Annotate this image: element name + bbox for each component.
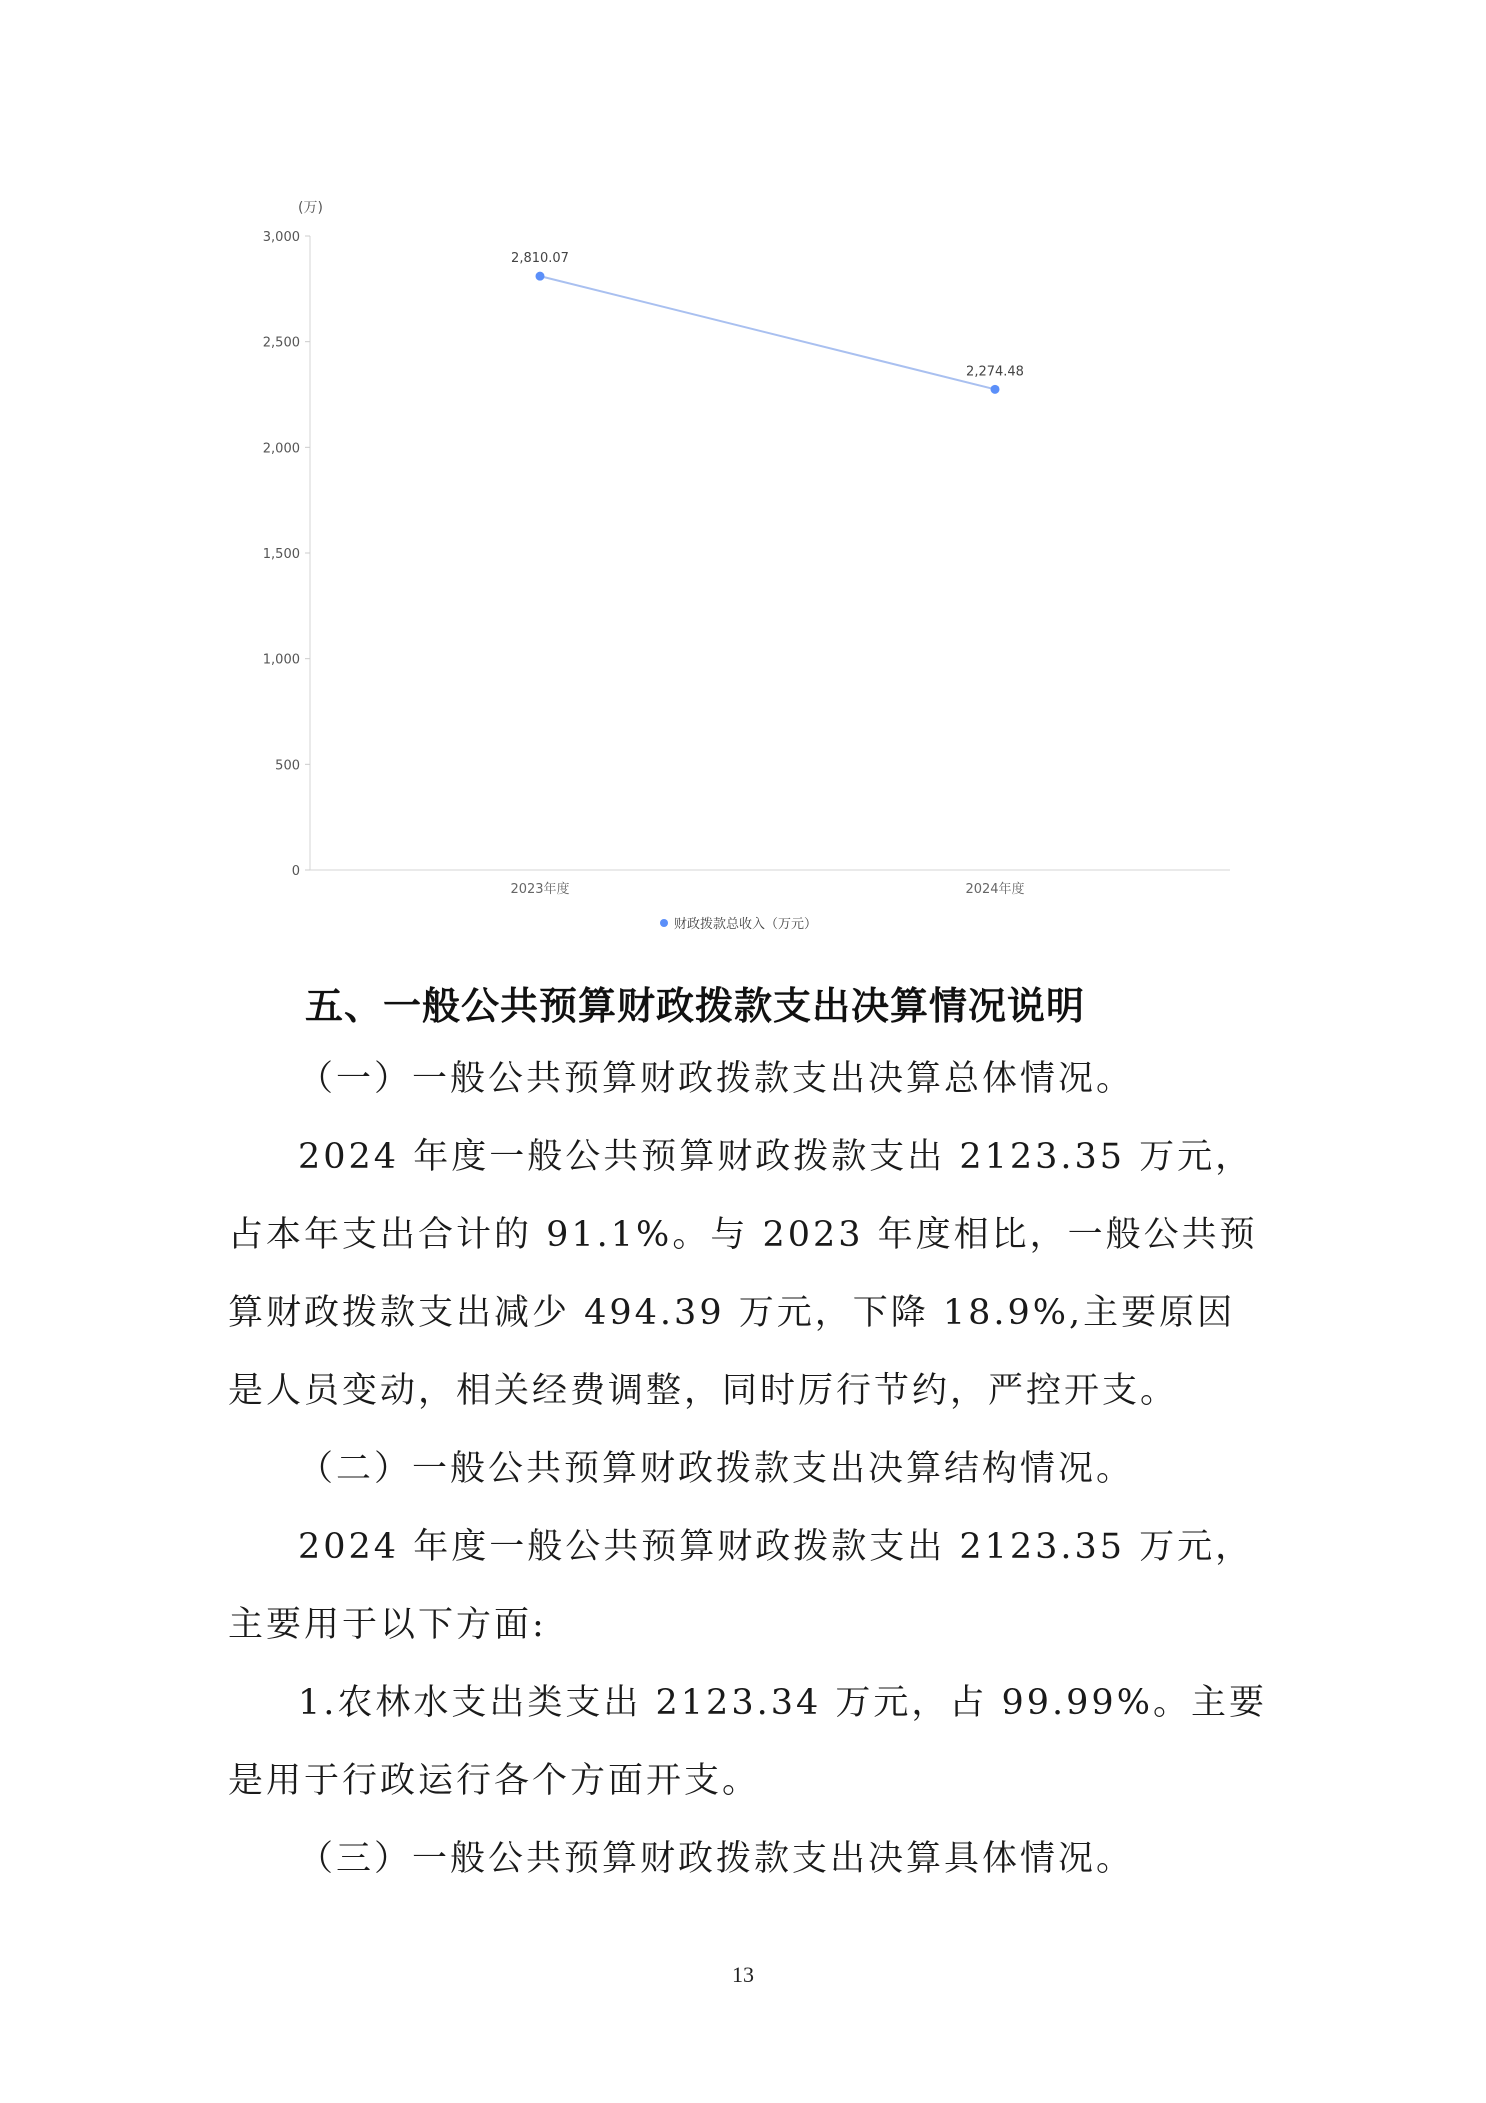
- paragraph-structure: 2024 年度一般公共预算财政拨款支出 2123.35 万元，主要用于以下方面:: [228, 1527, 1254, 1645]
- y-unit-label: (万): [298, 200, 323, 216]
- page-number: 13: [732, 1962, 754, 1987]
- line-chart: [0, 0, 1486, 940]
- legend: [660, 916, 817, 932]
- y-ticks: [263, 230, 310, 879]
- y-tick-label: 0: [291, 864, 300, 879]
- section-heading: 五、一般公共预算财政拨款支出决算情况说明: [305, 984, 1086, 1028]
- series-line: [540, 276, 995, 389]
- y-tick-label: 1,000: [262, 652, 300, 668]
- data-label: 2,810.07: [511, 251, 569, 267]
- paragraph-overall: 2024 年度一般公共预算财政拨款支出 2123.35 万元，占本年支出合计的 91.1%。与 2023 年度相比，一般公共预算财政拨款支出减少 494.39 万元，下降 18.9%,主要原因是人员变动，相关经费调整，同时厉行节约，严控开支。: [228, 1137, 1258, 1411]
- y-tick-label: 500: [275, 758, 300, 774]
- y-tick-label: 2,500: [262, 335, 300, 351]
- subheading-overall: （一）一般公共预算财政拨款支出决算总体情况。: [298, 1059, 1135, 1099]
- subheading-structure: （二）一般公共预算财政拨款支出决算结构情况。: [298, 1449, 1135, 1489]
- legend-marker: [660, 919, 668, 927]
- series-layer: [511, 251, 1024, 394]
- x-ticks: [510, 881, 1024, 897]
- body-text: [228, 1040, 1268, 1898]
- paragraph-item-1: 1.农林水支出类支出 2123.34 万元，占 99.99%。主要是用于行政运行各个方面开支。: [228, 1683, 1267, 1801]
- x-tick-label: 2024年度: [965, 882, 1025, 897]
- data-label: 2,274.48: [966, 364, 1024, 380]
- y-tick-label: 1,500: [262, 547, 300, 562]
- x-tick-label: 2023年度: [510, 882, 570, 897]
- y-tick-label: 3,000: [262, 230, 300, 245]
- data-point: [536, 272, 545, 281]
- y-tick-label: 2,000: [262, 441, 300, 457]
- subheading-detail: （三）一般公共预算财政拨款支出决算具体情况。: [298, 1839, 1135, 1879]
- data-point: [991, 385, 1000, 394]
- legend-label: 财政拨款总收入（万元）: [674, 917, 818, 932]
